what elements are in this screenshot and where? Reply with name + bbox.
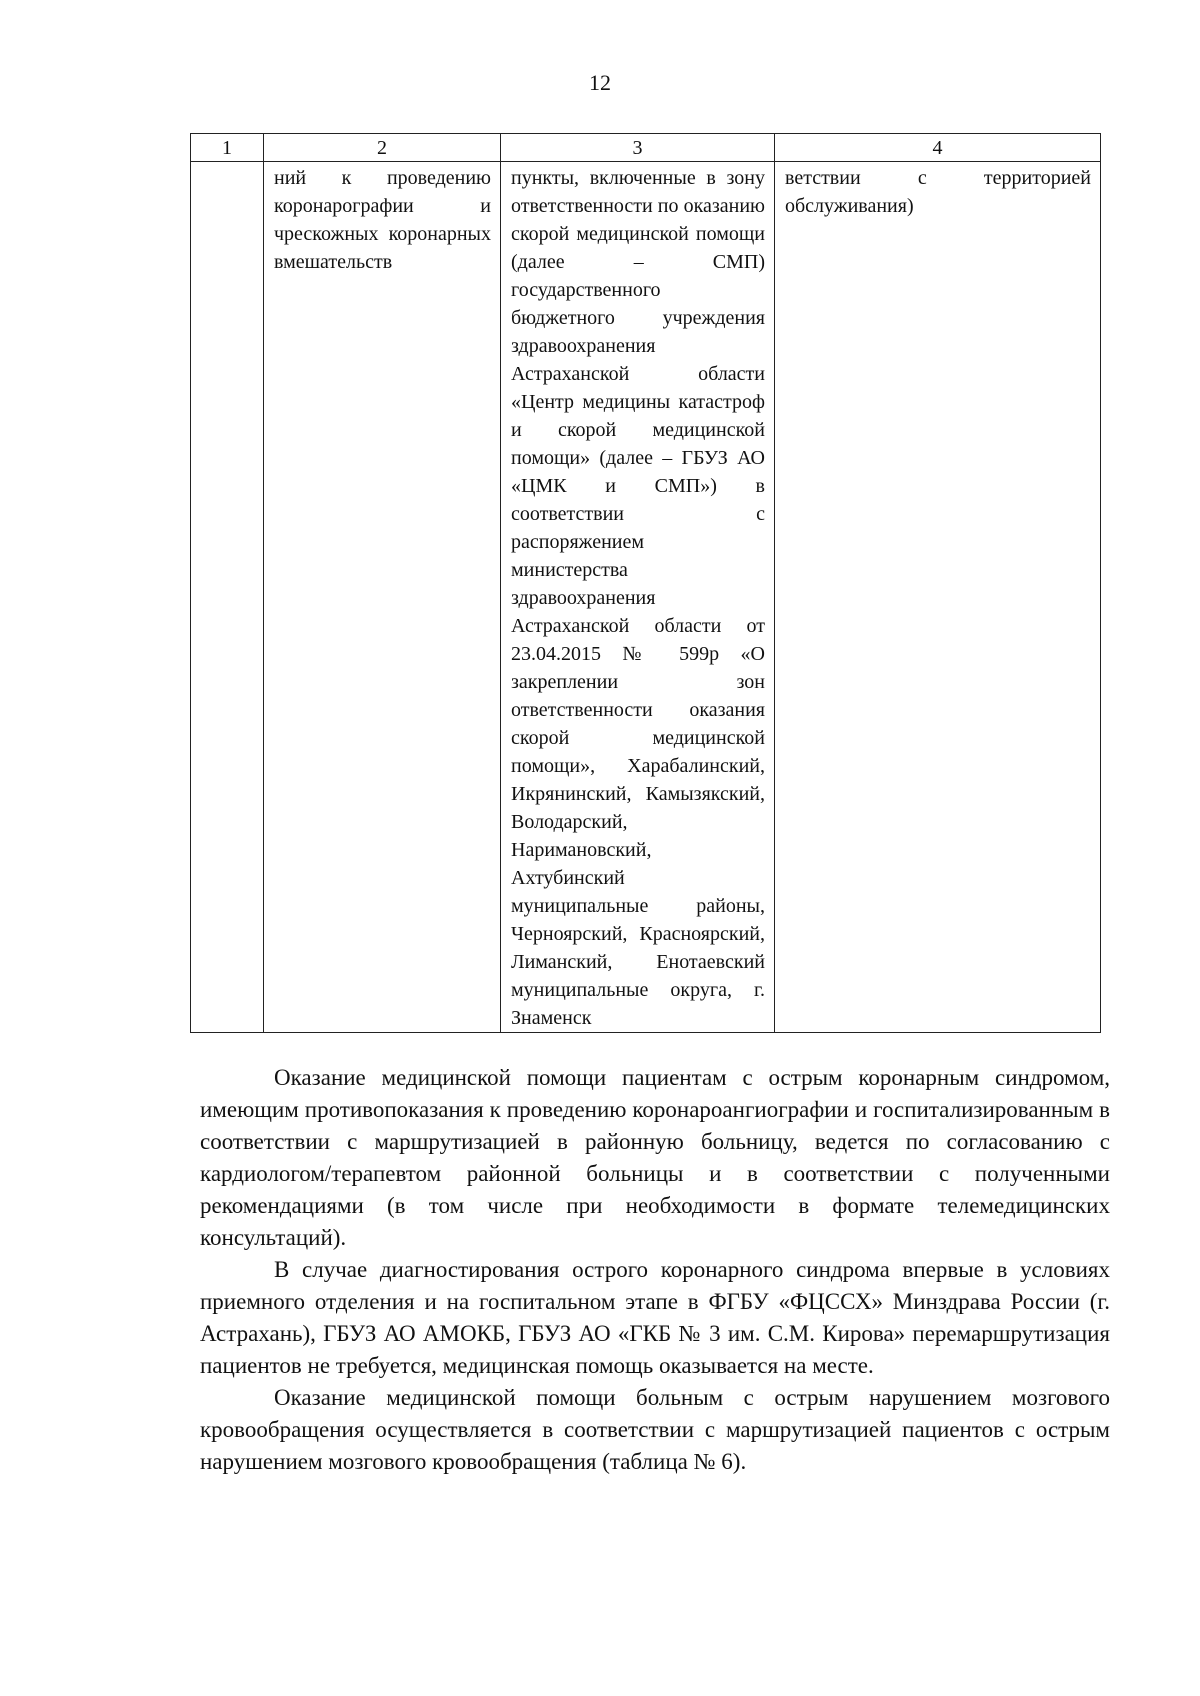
paragraph-stroke-routing: Оказание медицинской помощи больным с острым нарушением мозгового кровообращения осуществляется в соответствии с маршрутизацией пациентов с острым нарушением мозгового кровообращения (таблица № 6). [200, 1385, 1110, 1474]
table-cell-col4: ветствии с территорией обслуживания) [775, 162, 1101, 1033]
table-cell-col1 [191, 162, 264, 1033]
column-header-4: 4 [775, 134, 1101, 162]
body-text [200, 1062, 1110, 1478]
paragraph-acs-first-diagnosis: В случае диагностирования острого коронарного синдрома впервые в условиях приемного отделения и на госпитальном этапе в ФГБУ «ФЦССХ» Минздрава России (г. Астрахань), ГБУЗ АО АМОКБ, ГБУЗ АО «ГКБ № 3 им. С.М. Кирова» перемаршрутизация пациентов не требуется, медицинская помощь оказывается на месте. [200, 1257, 1110, 1378]
table-cell-col3: пункты, включенные в зону ответственности по оказанию скорой медицинской помощи (далее – СМП) государственного бюджетного учреждения здравоохранения Астраханской области «Центр медицины катастроф и скорой медицинской помощи» (далее – ГБУЗ АО «ЦМК и СМП») в соответствии с распоряжением министерства здравоохранения Астраханской области от 23.04.2015 № 599р «О закреплении зон ответственности оказания скорой медицинской помощи», Харабалинский, Икрянинский, Камызякский, Володарский, Наримановский, Ахтубинский муниципальные районы, Черноярский, Красноярский, Лиманский, Енотаевский муниципальные округа, г. Знаменск [501, 162, 775, 1033]
table-header-row [191, 134, 1101, 162]
routing-table [190, 133, 1101, 1033]
page-number: 12 [589, 70, 611, 95]
table-cell-col2: ний к проведению коронарографии и чрескожных коронарных вмешательств [264, 162, 501, 1033]
table-row [191, 162, 1101, 1033]
column-header-3: 3 [501, 134, 775, 162]
column-header-2: 2 [264, 134, 501, 162]
paragraph-acs-contraindications: Оказание медицинской помощи пациентам с острым коронарным синдромом, имеющим противопоказания к проведению коронароангиографии и госпитализированным в соответствии с маршрутизацией в районную больницу, ведется по согласованию с кардиологом/терапевтом районной больницы и в соответствии с полученными рекомендациями (в том числе при необходимости в формате телемедицинских консультаций). [200, 1065, 1110, 1250]
column-header-1: 1 [191, 134, 264, 162]
